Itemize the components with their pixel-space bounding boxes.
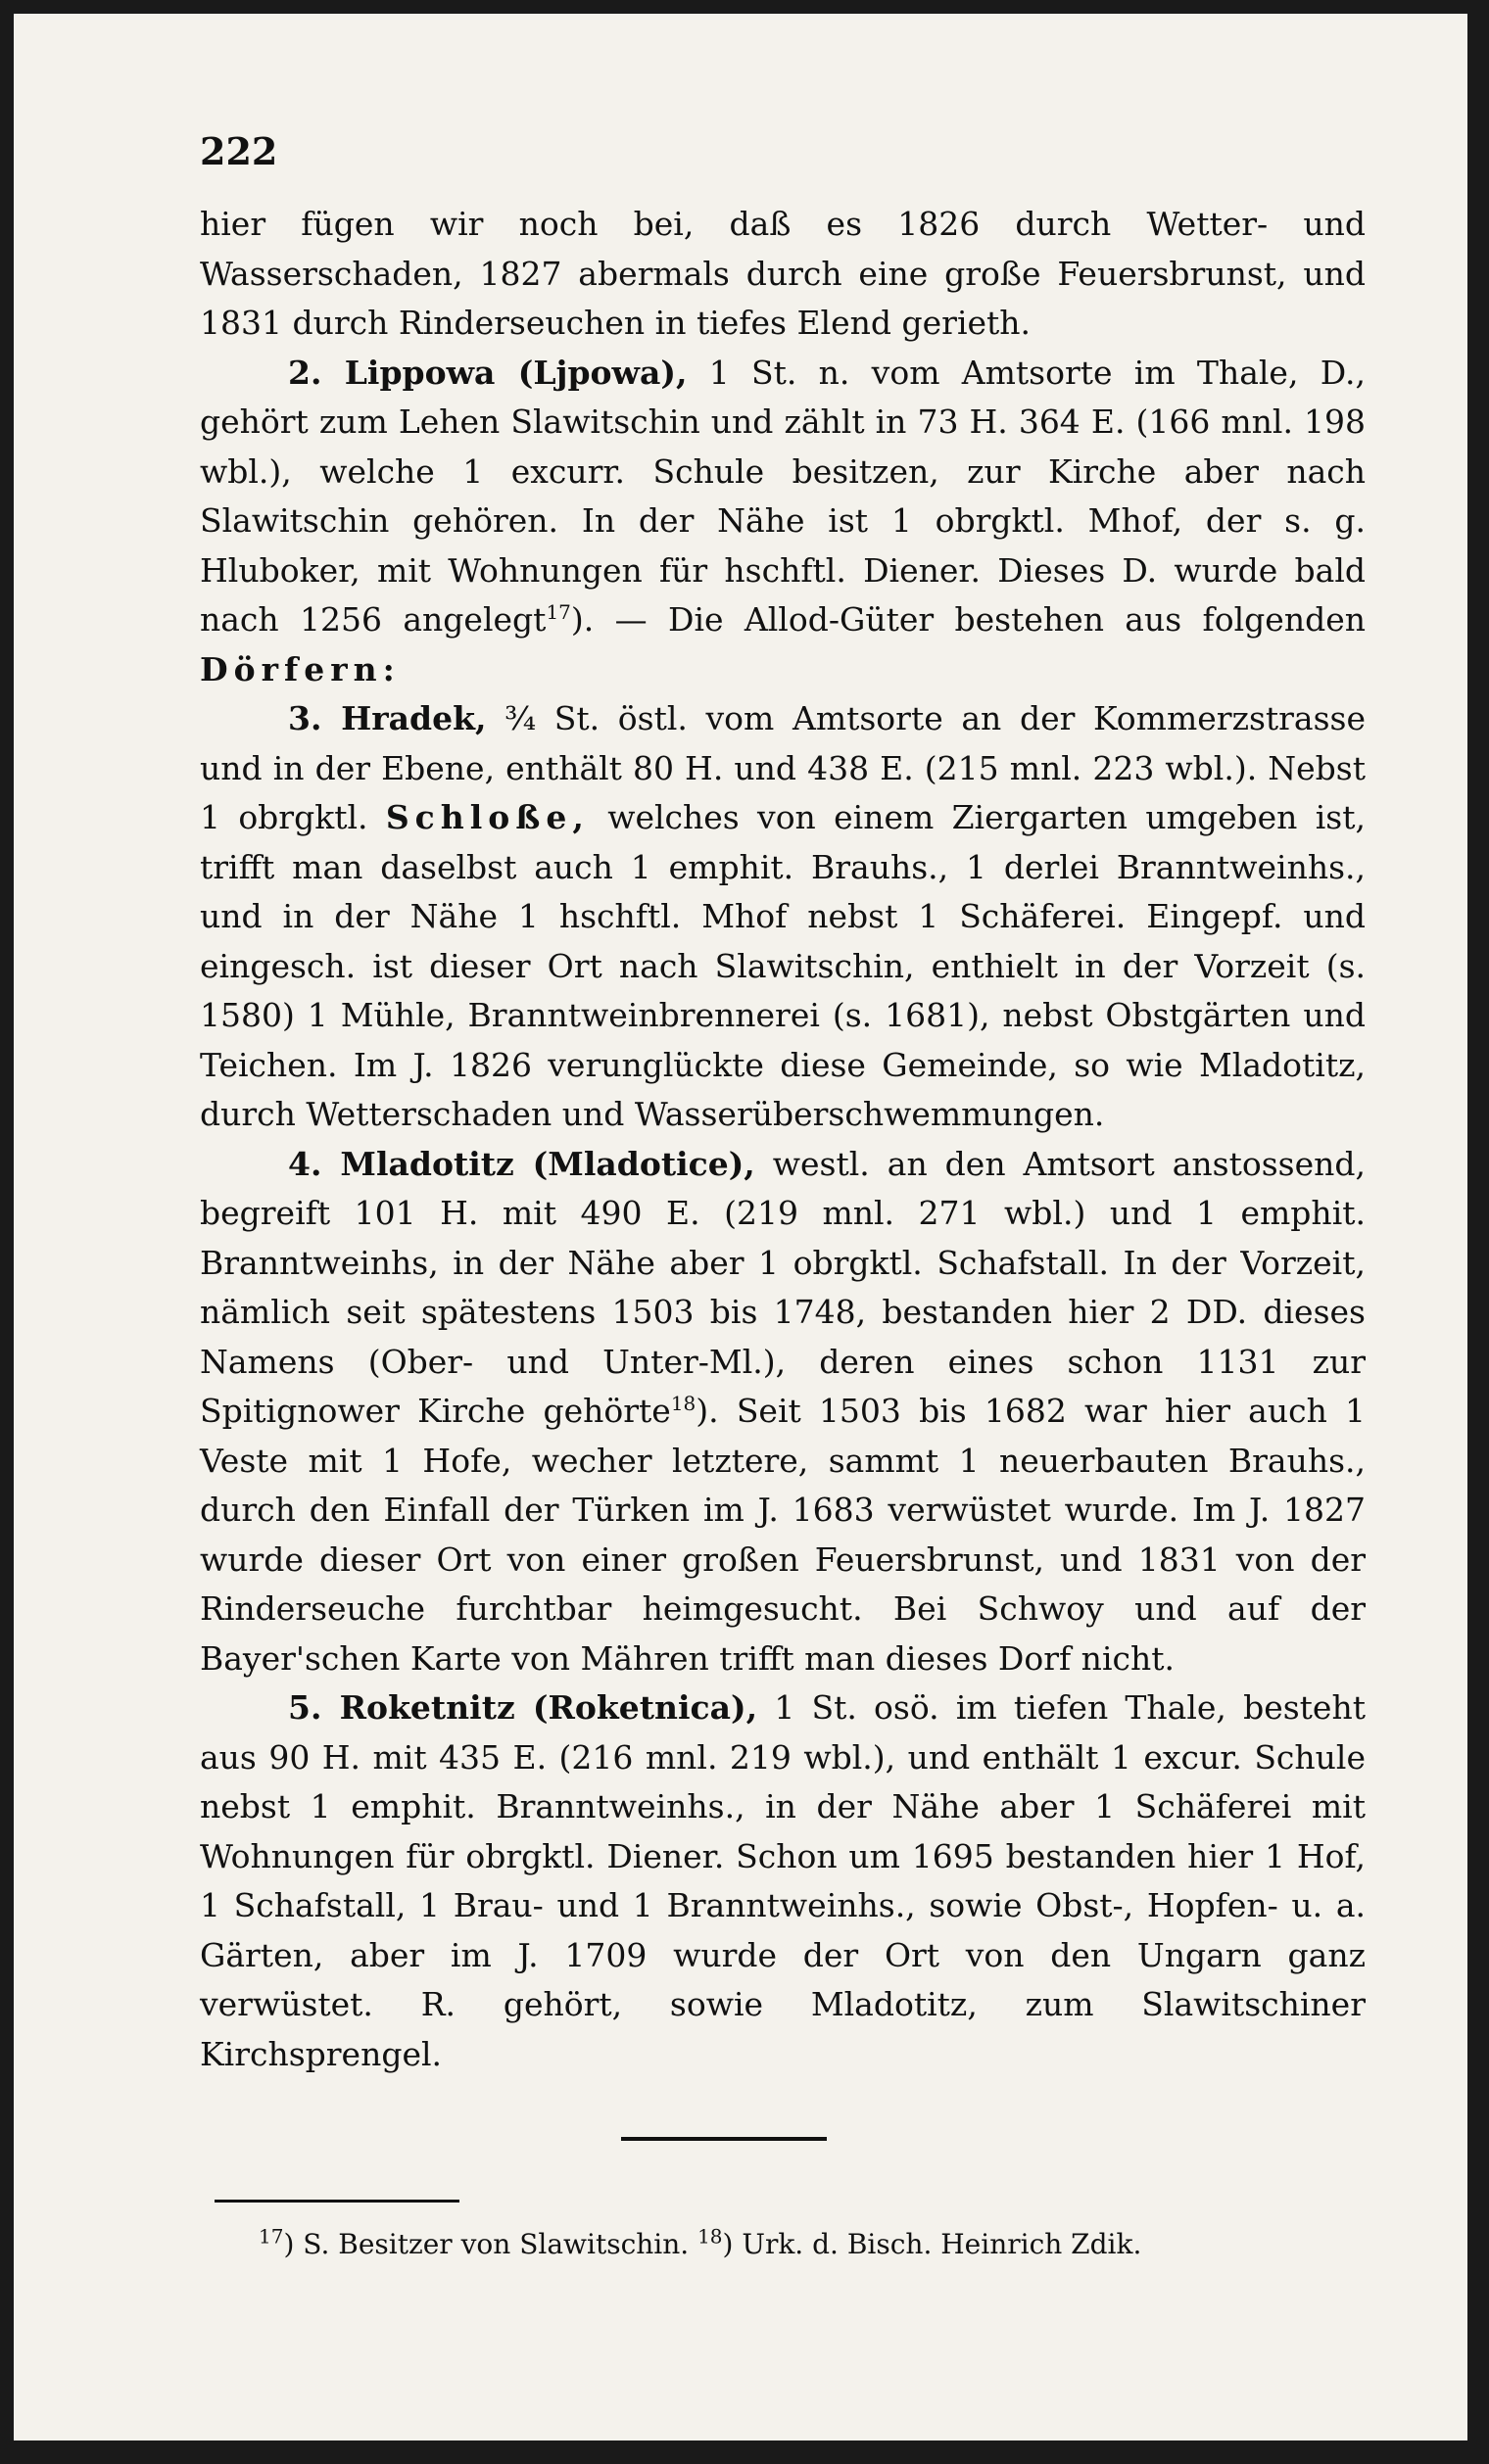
paragraph-hradek (200, 694, 1366, 1140)
paragraph-continuation (200, 200, 1366, 349)
entry-title: 4. Mladotitz (Mladotice), (288, 1144, 755, 1183)
paragraph-lippowa (200, 349, 1366, 695)
paragraph-text: ). Seit 1503 bis 1682 war hier auch 1 Veste mit 1 Hofe, wecher letztere, sammt 1 neuerbauten Brauhs., durch den Einfall der Türken im J. 1683 verwüstet wurde. Im J. 1827 wurde dieser Ort von einer großen Feuersbrunst, und 1831 von der Rinderseuche furchtbar heimgesucht. Bei Schwoy und auf der Bayer'schen Karte von Mähren trifft man dieses Dorf nicht. (200, 1392, 1366, 1678)
entry-title: 3. Hradek, (288, 699, 487, 737)
paragraph-text: westl. an den Amtsort anstossend, begreift 101 H. mit 490 E. (219 mnl. 271 wbl.) und 1 emphit. Branntweinhs, in der Nähe aber 1 obrgktl. Schafstall. In der Vorzeit, nämlich seit spätestens 1503 bis 1748, bestanden hier 2 DD. dieses Namens (Ober- und Unter-Ml.), deren eines schon 1131 zur Spitignower Kirche gehörte (200, 1144, 1366, 1430)
footnote-text: ) S. Besitzer von Slawitschin. (283, 2228, 698, 2260)
page-number: 222 (200, 129, 278, 173)
spaced-term: Schloße, (385, 798, 590, 836)
paragraph-mladotitz (200, 1140, 1366, 1684)
spaced-term: Dörfern: (200, 649, 401, 688)
body-text (200, 200, 1366, 2079)
entry-title: 2. Lippowa (Ljpowa), (288, 353, 688, 392)
entry-title: 5. Roketnitz (Roketnica), (288, 1688, 758, 1727)
footnote-number: 17 (259, 2224, 284, 2249)
footnote-ref: 18 (670, 1392, 696, 1415)
paragraph-text: hier fügen wir noch bei, daß es 1826 durch Wetter- und Wasserschaden, 1827 abermals durch eine große Feuersbrunst, und 1831 durch Rinderseuchen in tiefes Elend gerieth. (200, 205, 1366, 342)
footnote-number: 18 (697, 2224, 723, 2249)
footnote-ref: 17 (546, 600, 571, 624)
paragraph-text: ¾ St. östl. vom Amtsorte an der Kommerzstrasse und in der Ebene, enthält 80 H. und 438 E. (215 mnl. 223 wbl.). Nebst 1 obrgktl. (200, 699, 1366, 836)
paragraph-text: 1 St. n. vom Amtsorte im Thale, D., gehört zum Lehen Slawitschin und zählt in 73 H. 364 E. (166 mnl. 198 wbl.), welche 1 excurr. Schule besitzen, zur Kirche aber nach Slawitschin gehören. In der Nähe ist 1 obrgktl. Mhof, der s. g. Hluboker, mit Wohnungen für hschftl. Diener. Dieses D. wurde bald nach 1256 angelegt (200, 353, 1366, 639)
paragraph-text: ). — Die Allod-Güter bestehen aus folgenden (570, 600, 1366, 639)
paragraph-roketnitz (200, 1683, 1366, 2079)
section-divider (621, 2137, 827, 2141)
footnote-text: ) Urk. d. Bisch. Heinrich Zdik. (722, 2228, 1142, 2260)
paragraph-text: welches von einem Ziergarten umgeben ist, trifft man daselbst auch 1 emphit. Brauhs., 1 derlei Branntweinhs., und in der Nähe 1 hschftl. Mhof nebst 1 Schäferei. Eingepf. und eingesch. ist dieser Ort nach Slawitschin, enthielt in der Vorzeit (s. 1580) 1 Mühle, Branntweinbrennerei (s. 1681), nebst Obstgärten und Teichen. Im J. 1826 verunglückte diese Gemeinde, so wie Mladotitz, durch Wetterschaden und Wasserüberschwemmungen. (200, 798, 1366, 1133)
footnote-divider (215, 2200, 459, 2203)
paragraph-text: 1 St. osö. im tiefen Thale, besteht aus 90 H. mit 435 E. (216 mnl. 219 wbl.), und enthält 1 excur. Schule nebst 1 emphit. Branntweinhs., in der Nähe aber 1 Schäferei mit Wohnungen für obrgktl. Diener. Schon um 1695 bestanden hier 1 Hof, 1 Schafstall, 1 Brau- und 1 Branntweinhs., sowie Obst-, Hopfen- u. a. Gärten, aber im J. 1709 wurde der Ort von den Ungarn ganz verwüstet. R. gehört, sowie Mladotitz, zum Slawitschiner Kirchsprengel. (200, 1688, 1366, 2073)
footnotes (259, 2225, 1336, 2264)
book-page (14, 14, 1467, 2440)
